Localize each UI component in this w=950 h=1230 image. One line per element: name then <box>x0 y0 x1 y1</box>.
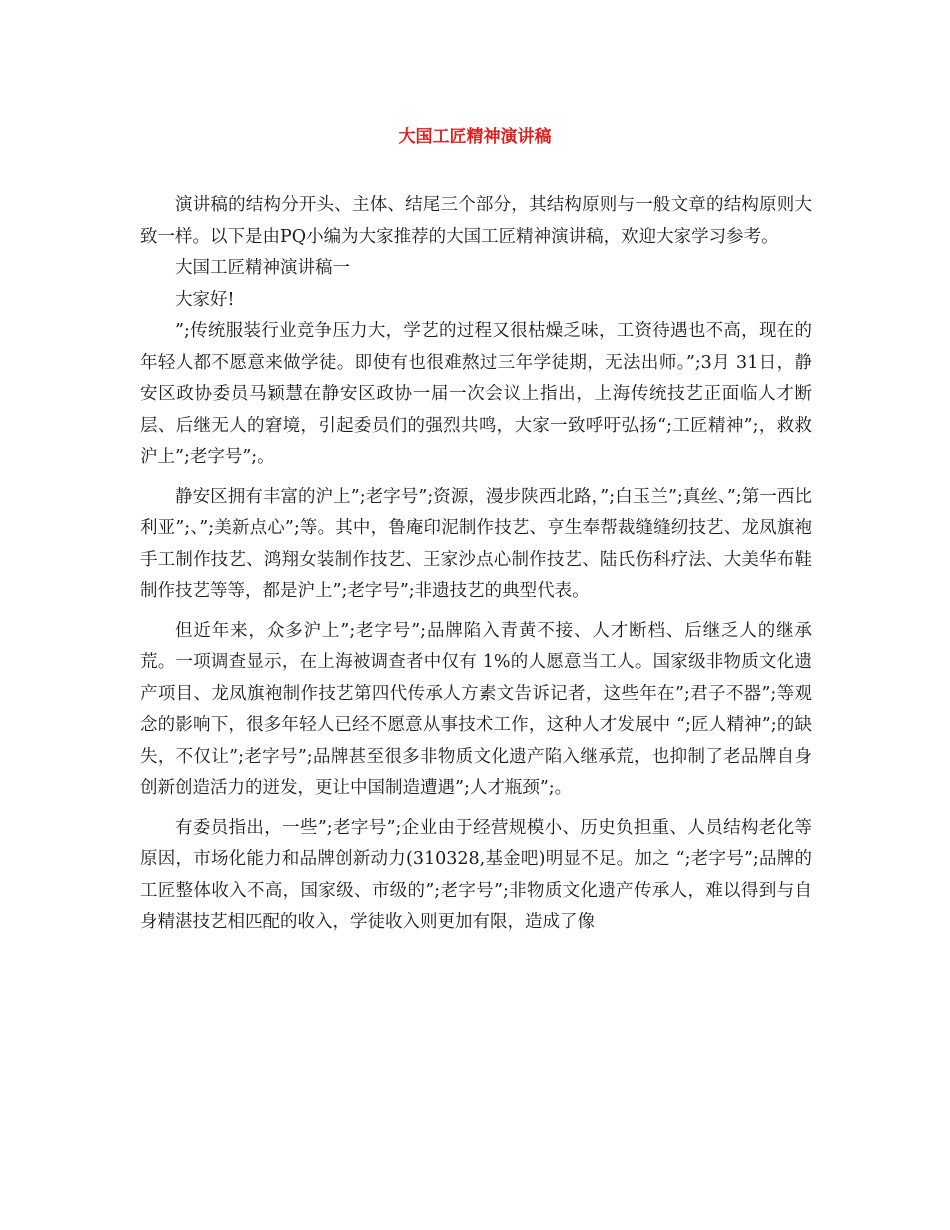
body-paragraph: 但近年来，众多沪上”;老字号”;品牌陷入青黄不接、人才断档、后继乏人的继承荒。一项调查显示，在上海被调查者中仅有 1%的人愿意当工人。国家级非物质文化遗产项目、龙凤旗袍制作技艺第四代传承人方素文告诉记者，这些年在”;君子不器”;等观念的影响下，很多年轻人已经不愿意从事技术工作，这种人才发展中 “;匠人精神”;的缺失，不仅让”;老字号”;品牌甚至很多非物质文化遗产陷入继承荒，也抑制了老品牌自身创新创造活力的迸发，更让中国制造遭遇”;人才瓶颈”;。 <box>140 620 812 798</box>
body-paragraph: 有委员指出，一些”;老字号”;企业由于经营规模小、历史负担重、人员结构老化等原因，市场化能力和品牌创新动力(310328,基金吧)明显不足。加之 “;老字号”;品牌的工匠整体收入不高，国家级、市级的”;老字号”;非物质文化遗产传承人，难以得到与自身精湛技艺相匹配的收入，学徒收入则更加有限，造成了像 <box>140 817 812 932</box>
section-heading: 大国工匠精神演讲稿一 <box>175 258 350 278</box>
greeting-paragraph: 大家好! <box>175 289 235 310</box>
body-paragraph: ”;传统服装行业竞争压力大，学艺的过程又很枯燥乏味，工资待遇也不高，现在的年轻人都不愿意来做学徒。即使有也很难熬过三年学徒期，无法出师。”;3月 31日，静安区政协委员马颖慧在静安区政协一届一次会议上指出，上海传统技艺正面临人才断层、后继无人的窘境，引起委员们的强烈共鸣，大家一致呼吁弘扬“;工匠精神”;，救救沪上”;老字号”;。 <box>140 321 812 467</box>
document-body <box>140 190 812 939</box>
document-title: 大国工匠精神演讲稿 <box>398 127 552 147</box>
body-paragraph: 静安区拥有丰富的沪上”;老字号”;资源，漫步陕西北路，”;白玉兰”;真丝、”;第一西比利亚”;、”;美新点心”;等。其中，鲁庵印泥制作技艺、亨生奉帮裁缝缝纫技艺、龙凤旗袍手工制作技艺、鸿翔女装制作技艺、王家沙点心制作技艺、陆氏伤科疗法、大美华布鞋制作技艺等等，都是沪上”;老字号”;非遗技艺的典型代表。 <box>140 486 812 601</box>
intro-paragraph: 演讲稿的结构分开头、主体、结尾三个部分，其结构原则与一般文章的结构原则大致一样。以下是由PQ小编为大家推荐的大国工匠精神演讲稿，欢迎大家学习参考。 <box>140 195 812 247</box>
